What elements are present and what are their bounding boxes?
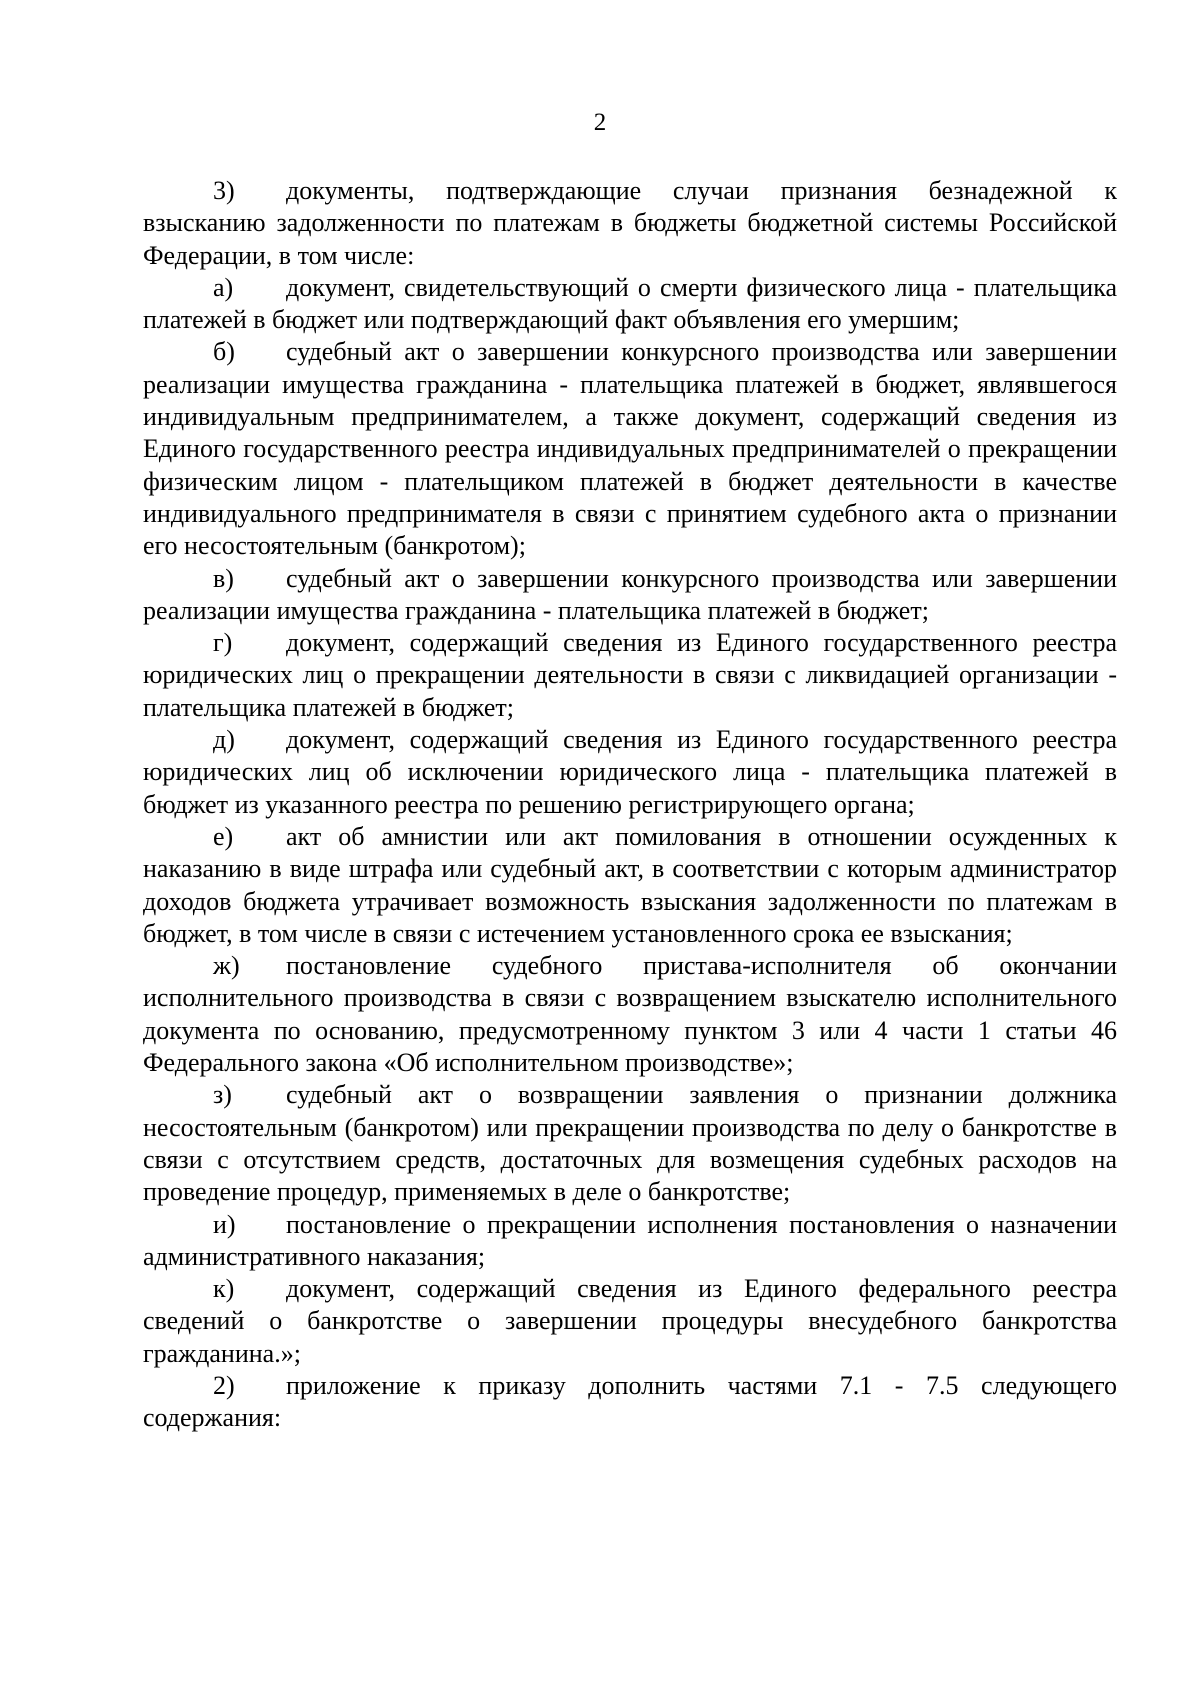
paragraph-text: акт об амнистии или акт помилования в отношении осужденных к наказанию в виде штрафа или судебный акт, в соответствии с которым администратор доходов бюджета утрачивает возможность взыскания задолженности по платежам в бюджет, в том числе в связи с истечением установленного срока ее взыскания; [143,821,1117,948]
item-marker: г) [213,628,233,658]
paragraph-2 [143,1370,1117,1435]
paragraph-text: документы, подтверждающие случаи признания безнадежной к взысканию задолженности по платежам в бюджеты бюджетной системы Российской Федерации, в том числе: [143,176,1117,270]
item-marker: к) [213,1274,235,1304]
paragraph-text: документ, содержащий сведения из Единого государственного реестра юридических лиц об исключении юридического лица - плательщика платежей в бюджет из указанного реестра по решению регистрирующего органа; [143,725,1117,819]
document-body [143,175,1117,1435]
paragraph-k [143,1273,1117,1370]
paragraph-g [143,627,1117,724]
paragraph-z [143,1079,1117,1208]
item-marker: 2) [213,1370,235,1400]
paragraph-text: постановление о прекращении исполнения постановления о назначении административного наказания; [143,1209,1117,1271]
item-marker: в) [213,563,234,593]
paragraph-text: документ, содержащий сведения из Единого государственного реестра юридических лиц о прекращении деятельности в связи с ликвидацией организации - плательщика платежей в бюджет; [143,628,1117,722]
item-marker: и) [213,1209,236,1239]
page-number: 2 [593,109,607,136]
item-marker: з) [213,1080,232,1110]
paragraph-text: судебный акт о завершении конкурсного производства или завершении реализации имущества гражданина - плательщика платежей в бюджет; [143,563,1117,625]
item-marker: е) [213,821,234,851]
paragraph-text: документ, содержащий сведения из Единого федерального реестра сведений о банкротстве о завершении процедуры внесудебного банкротства гражданина.»; [143,1274,1117,1368]
item-marker: а) [213,272,234,302]
paragraph-zh [143,950,1117,1079]
paragraph-3 [143,175,1117,272]
paragraph-b [143,336,1117,562]
paragraph-text: документ, свидетельствующий о смерти физического лица - плательщика платежей в бюджет или подтверждающий факт объявления его умершим; [143,272,1117,335]
paragraph-d [143,724,1117,821]
item-marker: д) [213,725,235,755]
item-marker: ж) [213,951,240,981]
item-marker: 3) [213,176,235,205]
paragraph-text: постановление судебного пристава-исполнителя об окончании исполнительного производства в связи с возвращением взыскателю исполнительного документа по основанию, предусмотренному пунктом 3 или 4 части 1 статьи 46 Федерального закона «Об исполнительном производстве»; [143,951,1117,1078]
paragraph-text: судебный акт о возвращении заявления о признании должника несостоятельным (банкротом) или прекращении производства по делу о банкротстве в связи с отсутствием средств, достаточных для возмещения судебных расходов на проведение процедур, применяемых в деле о банкротстве; [143,1080,1117,1207]
paragraph-a [143,272,1117,337]
paragraph-text: судебный акт о завершении конкурсного производства или завершении реализации имущества гражданина - плательщика платежей в бюджет, являвшегося индивидуальным предпринимателем, а также документ, содержащий сведения из Единого государственного реестра индивидуальных предпринимателей о прекращении физическим лицом - плательщиком платежей в бюджет деятельности в качестве индивидуального предпринимателя в связи с принятием судебного акта о признании его несостоятельным (банкротом); [143,337,1117,561]
paragraph-text: приложение к приказу дополнить частями 7.1 - 7.5 следующего содержания: [143,1370,1117,1433]
item-marker: б) [213,337,235,367]
paragraph-v [143,563,1117,628]
paragraph-i [143,1209,1117,1274]
paragraph-e [143,821,1117,950]
